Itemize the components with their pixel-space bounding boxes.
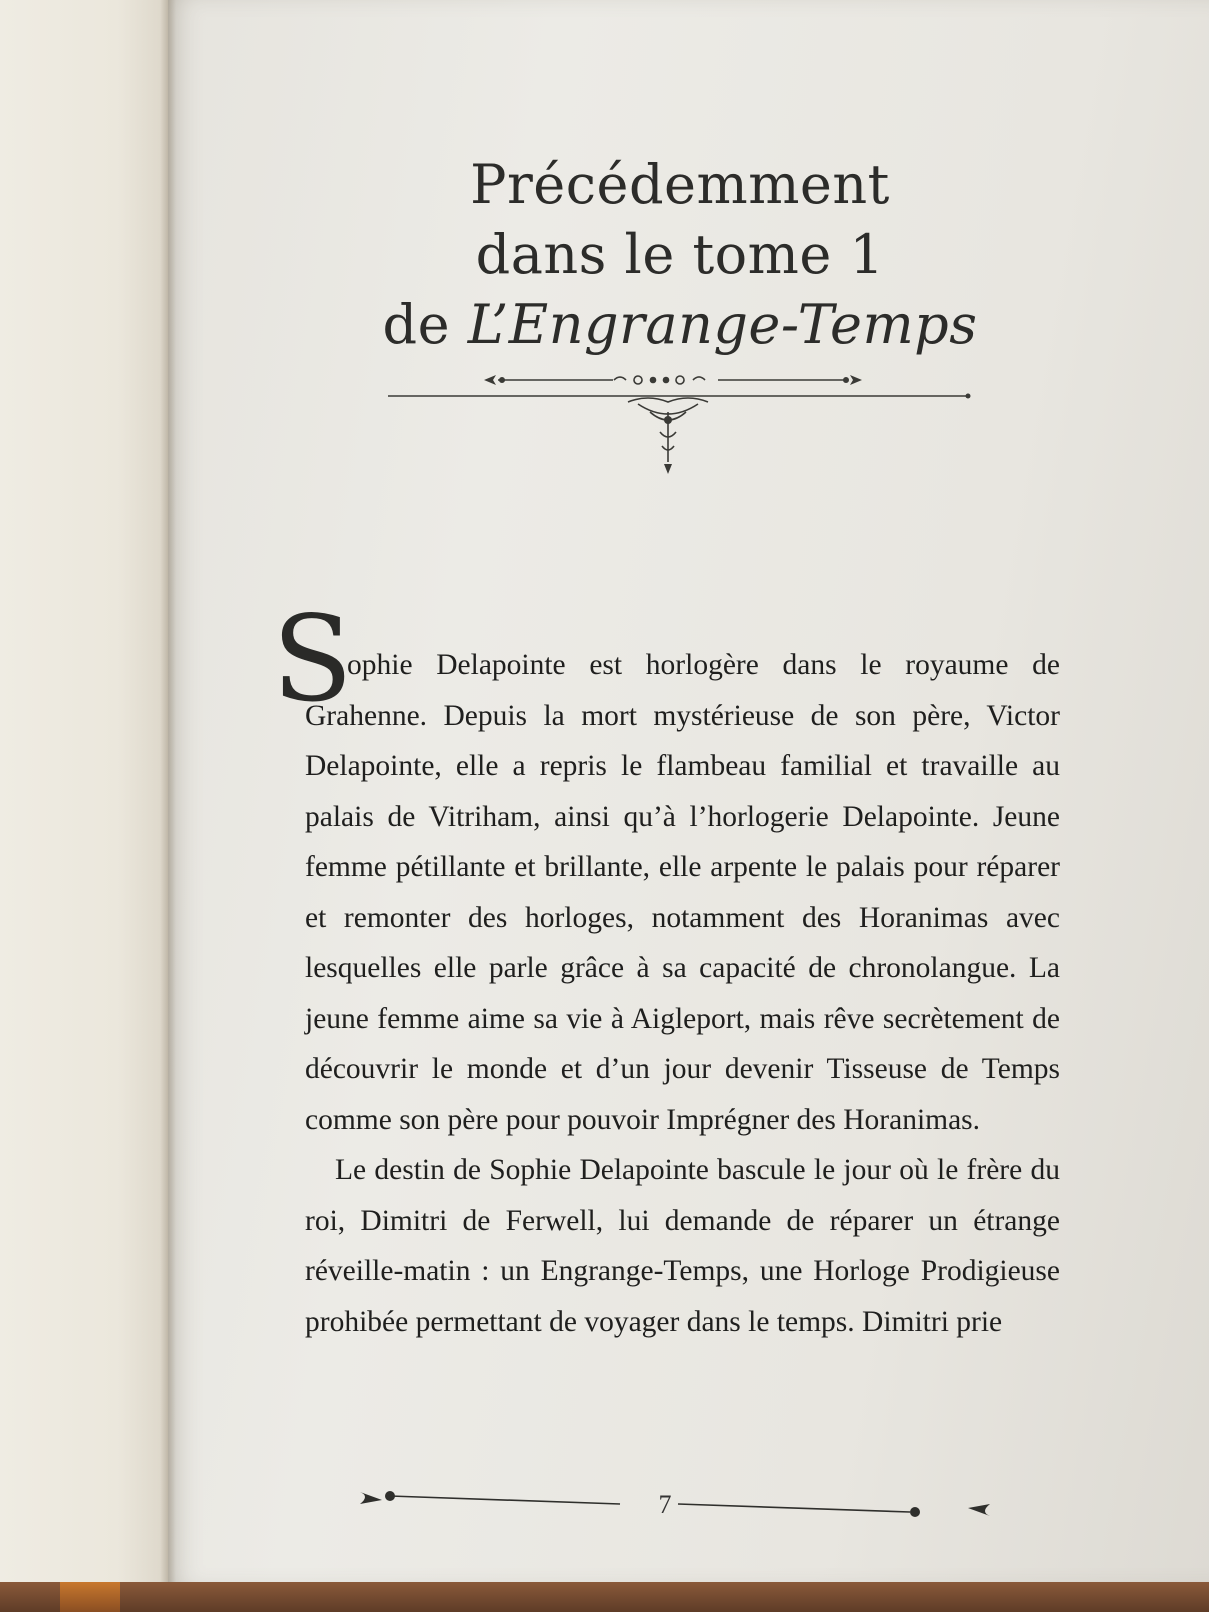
page-body-text bbox=[305, 640, 1060, 1347]
book-gutter bbox=[160, 0, 176, 1585]
page-number: 7 bbox=[658, 1490, 672, 1519]
book-cover-edge bbox=[0, 1582, 1209, 1612]
book-title-italic: L’Engrange-Temps bbox=[467, 293, 978, 356]
chapter-title bbox=[370, 150, 990, 360]
title-ornament-icon bbox=[388, 372, 988, 482]
title-line-1: Précédemment bbox=[470, 153, 890, 216]
paragraph-1-text: ophie Delapointe est horlogère dans le royaume de Grahenne. Depuis la mort mystérieuse de son père, Victor Delapointe, elle a repris le flambeau familial et travaille au palais de Vitriham, ainsi qu’à l’horlogerie Delapointe. Jeune femme pétillante et brillante, elle arpente le palais pour réparer et remonter des horloges, notamment des Horanimas avec lesquelles elle parle grâce à sa capacité de chronolangue. La jeune femme aime sa vie à Aigleport, mais rêve secrètement de découvrir le monde et d’un jour devenir Tisseuse de Temps comme son père pour pouvoir Imprégner des Horanimas. bbox=[305, 649, 1060, 1136]
drop-cap: S bbox=[272, 590, 353, 728]
paragraph: Le destin de Sophie Delapointe bascule le jour où le frère du roi, Dimitri de Ferwell, lui demande de réparer un étrange réveille-matin : un Engrange-Temps, une Horloge Prodigieuse prohibée permettant de voyager dans le temps. Dimitri prie bbox=[305, 1154, 1060, 1338]
left-page-edge bbox=[0, 0, 168, 1585]
gilt-edge bbox=[60, 1582, 120, 1612]
paragraph bbox=[305, 640, 1060, 1145]
title-line-3-prefix: de bbox=[382, 293, 468, 356]
title-line-3 bbox=[370, 290, 990, 360]
title-line-2: dans le tome 1 bbox=[475, 223, 885, 286]
